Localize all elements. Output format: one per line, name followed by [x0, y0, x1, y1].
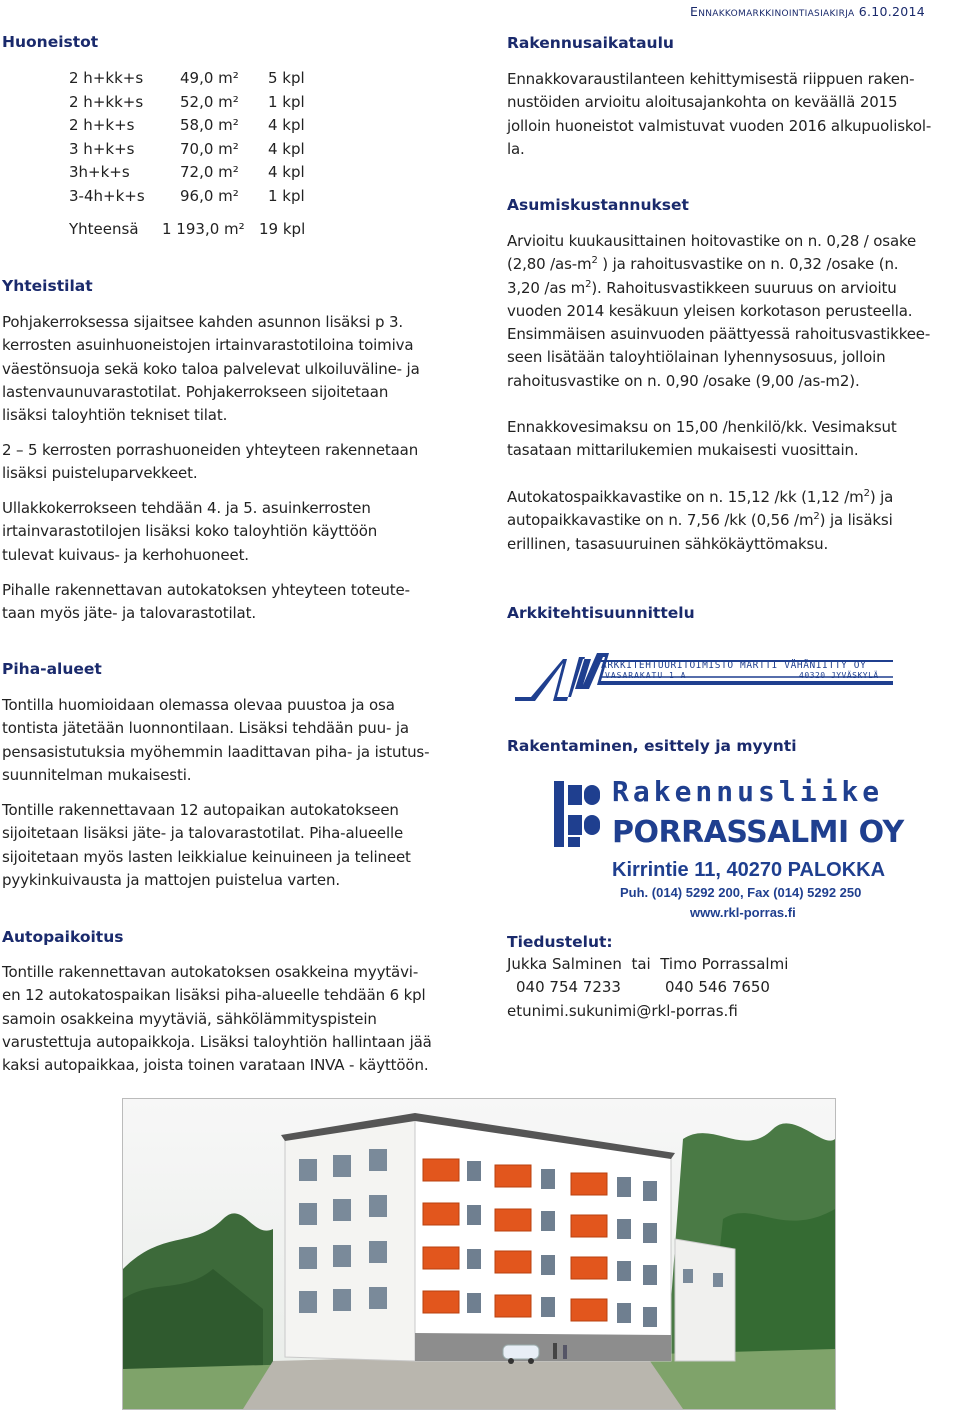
parking-line-2a: autopaikkavastike on n. 7,56 /kk (0,56 /m: [507, 511, 814, 530]
porrassalmi-name-1: Rakennusliike: [612, 775, 884, 808]
porrassalmi-phone: Puh. (014) 5292 200, Fax (014) 5292 250: [620, 885, 862, 900]
tiedustelut-heading: Tiedustelut:: [507, 933, 613, 951]
total-label: Yhteensä: [69, 220, 139, 238]
building-rendering: [122, 1098, 836, 1410]
cost-line-2: [507, 253, 930, 276]
contact-names: Jukka Salminen tai Timo Porrassalmi: [507, 955, 789, 973]
document-date: 6.10.2014: [858, 4, 926, 19]
sup-2b: 2: [585, 278, 592, 290]
asumiskustannukset-paragraph-3: [507, 486, 893, 556]
cost-line-6: seen lisätään taloyhtiölainan lyhennysosuus, jolloin: [507, 348, 886, 367]
apartment-types: 2 h+kk+s 2 h+kk+s 2 h+k+s 3 h+k+s 3h+k+s 3-4h+k+s: [69, 69, 145, 205]
architect-street: VASARAKATU 1 A: [605, 671, 687, 680]
parking-line-1a: Autokatospaikkavastike on n. 15,12 /kk (1,12 /m: [507, 488, 864, 506]
yhteistilat-paragraph-3: Ullakkokerrokseen tehdään 4. ja 5. asuinkerrosten irtainvarastotilojen lisäksi koko taloyhtiön käyttöön tulevat kuivaus- ja kerhohuoneet.: [2, 499, 378, 564]
parking-line-2b: ) ja lisäksi: [819, 511, 893, 530]
parking-line-2: [507, 509, 893, 532]
cost-line-2b: ) ja rahoitusvastike on n. 0,32 /osake (n.: [597, 255, 899, 274]
cost-line-7: rahoitusvastike on n. 0,90 /osake (9,00 /as-m2).: [507, 371, 860, 390]
autopaikoitus-heading: Autopaikoitus: [2, 928, 124, 946]
sup-2c: 2: [863, 488, 870, 499]
cost-line-2a: (2,80 /as-m: [507, 255, 592, 274]
parking-line-1b: ) ja: [869, 488, 894, 506]
sup-2d: 2: [813, 511, 820, 523]
yhteistilat-paragraph-1: Pohjakerroksessa sijaitsee kahden asunnon lisäksi p 3. kerrosten asuinhuoneistojen irtainvarastotiloina toimiva väestönsuoja sekä koko taloa palvelevat ulkoiluväline- ja lastenvaunuvarastotilat. Pohjakerrokseen sijoitetaan lisäksi taloyhtiön tekniset tilat.: [2, 313, 420, 425]
yhteistilat-paragraph-4: Pihalle rakennettavan autokatoksen yhteyteen toteute- taan myös jäte- ja talovarastotilat.: [2, 581, 410, 623]
apartment-counts: 5 kpl 1 kpl 4 kpl 4 kpl 4 kpl 1 kpl: [268, 69, 305, 205]
contact-phone-1: 040 754 7233: [516, 978, 621, 996]
porrassalmi-name-2: PORRASSALMI OY: [612, 815, 904, 850]
cost-line-3b: ). Rahoitusvastikkeen suuruus on arvioitu: [591, 278, 897, 297]
asumiskustannukset-paragraph-1: [507, 230, 930, 393]
porrassalmi-address: Kirrintie 11, 40270 PALOKKA: [612, 859, 886, 881]
cost-line-3a: 3,20 /as m: [507, 278, 586, 297]
apartment-areas: 49,0 m² 52,0 m² 58,0 m² 70,0 m² 72,0 m² 96,0 m²: [180, 69, 239, 205]
contact-email[interactable]: etunimi.sukunimi@rkl-porras.fi: [507, 1002, 738, 1020]
cost-line-5: Ensimmäisen asuinvuoden päättyessä rahoitusvastikkee-: [507, 325, 931, 344]
cost-line-3: [507, 277, 930, 300]
rakennusaikataulu-paragraph: Ennakkovaraustilanteen kehittymisestä riippuen raken- nustöiden arvioitu aloitusajankohta on keväällä 2015 jolloin huoneistot valmistuvat vuoden 2016 alkupuoliskol- la.: [507, 70, 932, 158]
architect-name: ARKKITEHTUURITOIMISTO MARTTI VÄHÄNIITTY OY: [601, 660, 867, 671]
yhteistilat-heading: Yhteistilat: [2, 277, 93, 295]
yhteistilat-paragraph-2: 2 – 5 kerrosten porrashuoneiden yhteyteen rakennetaan lisäksi puisteluparvekkeet.: [2, 441, 419, 483]
architect-logo: [513, 645, 893, 703]
building-illustration: [123, 1099, 835, 1409]
document-header: [690, 4, 925, 19]
parking-line-3: erillinen, tasasuuruinen sähkökäyttömaksu.: [507, 534, 829, 553]
porrassalmi-logo-mark: [548, 775, 608, 855]
autopaikoitus-paragraph: Tontille rakennettavan autokatoksen osakkeina myytävi- en 12 autokatospaikan lisäksi piha-alueelle tehdään 6 kpl samoin osakkeina myytäviä, sähkölämmityspistein varustettuja autopaikkoja. Lisäksi taloyhtiön hallintaan jää kaksi autopaikkaa, joista toinen varataan INVA - käyttöön.: [2, 963, 432, 1075]
architect-city: 40320 JYVÄSKYLÄ: [799, 671, 879, 680]
contact-phone-2: 040 546 7650: [665, 978, 770, 996]
cost-line-4: vuoden 2014 kesäkuun yleisen korkotason perusteella.: [507, 301, 913, 320]
porrassalmi-logo: [548, 775, 908, 925]
piha-heading: Piha-alueet: [2, 660, 102, 678]
asumiskustannukset-paragraph-2: Ennakkovesimaksu on 15,00 /henkilö/kk. Vesimaksut tasataan mittarilukemien mukaisesti vuosittain.: [507, 418, 897, 460]
sup-2a: 2: [591, 255, 598, 267]
total-count: 19 kpl: [259, 220, 306, 238]
arkkitehti-heading: Arkkitehtisuunnittelu: [507, 604, 695, 622]
huoneistot-heading: Huoneistot: [2, 33, 99, 51]
asumiskustannukset-heading: Asumiskustannukset: [507, 196, 689, 214]
parking-line-1: [507, 486, 893, 509]
total-area: 1 193,0 m²: [162, 220, 245, 238]
cost-line-1: Arvioitu kuukausittainen hoitovastike on n. 0,28 / osake: [507, 232, 917, 250]
piha-paragraph-2: Tontille rakennettavaan 12 autopaikan autokatokseen sijoitetaan lisäksi jäte- ja talovarastotilat. Piha-alueelle sijoitetaan myös lasten leikkialue keinuineen ja telineet pyykinkuivausta ja mattojen puistelua varten.: [2, 801, 411, 889]
piha-paragraph-1: Tontilla huomioidaan olemassa olevaa puustoa ja osa tontista jätetään luonnontilaan. Lisäksi tehdään puu- ja pensasistutuksia myöhemmin laadittavan piha- ja istutus- suunnitelman mukaisesti.: [2, 696, 430, 784]
rakennusaikataulu-heading: Rakennusaikataulu: [507, 34, 674, 52]
porrassalmi-web: www.rkl-porras.fi: [690, 905, 796, 920]
rakentaminen-heading: Rakentaminen, esittely ja myynti: [507, 737, 797, 755]
document-name: Ennakkomarkkinointiasiakirja: [690, 4, 855, 19]
